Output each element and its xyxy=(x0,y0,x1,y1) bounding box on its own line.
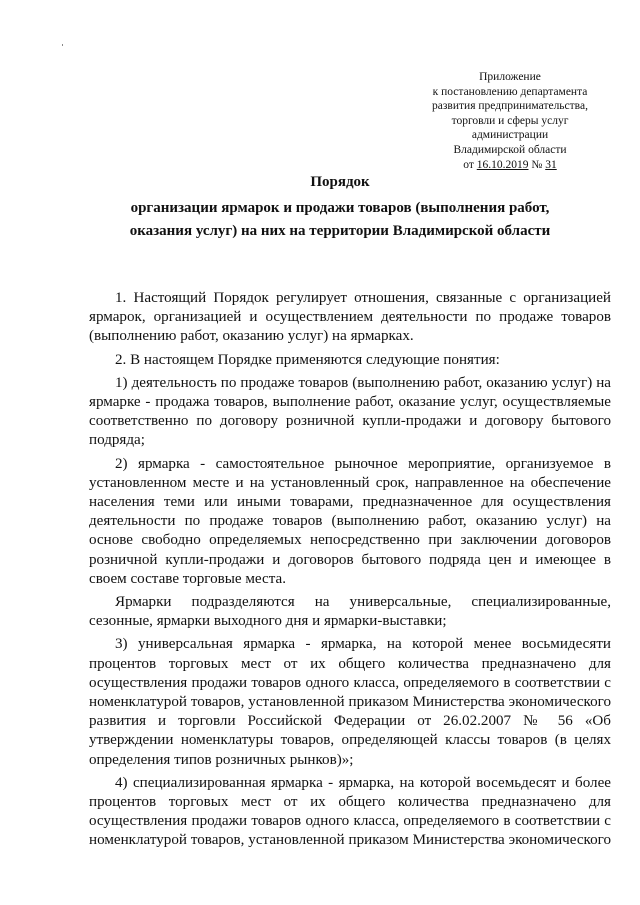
appendix-line: Владимирской области xyxy=(453,143,567,156)
document-body xyxy=(89,289,611,855)
paragraph: Ярмарки подразделяются на универсальные, специализированные, сезонные, ярмарки выходного дня и ярмарки-выставки; xyxy=(89,594,611,630)
paragraph: 2) ярмарка - самостоятельное рыночное мероприятие, организуемое в установленном месте и на установленный срок, направленное на обеспечение населения теми или иными товарами, предназначенное для осуществления деятельности по продаже товаров (выполнению работ, оказанию услуг) на основе свободно определяемых непосредственно при заключении договоров розничной купли-продажи и договоров бытового подряда цен и имеющее в своем составе торговые места. xyxy=(89,455,611,587)
paragraph: 2. В настоящем Порядке применяются следующие понятия: xyxy=(115,351,500,368)
scan-speck xyxy=(62,44,63,46)
paragraph: 4) специализированная ярмарка - ярмарка, на которой восемьдесят и более процентов торговых мест от их общего количества предназначено для осуществления продажи товаров одного класса, определяемого в соответствии с номенклатурой товаров, установленной приказом Министерства экономического xyxy=(89,774,611,849)
paragraph: 3) универсальная ярмарка - ярмарка, на которой менее восьмидесяти процентов торговых мест от их общего количества предназначено для осуществления продажи товаров одного класса, определяемого в соответствии с номенклатурой товаров, установленной приказом Министерства экономического развития и торговли Российской Федерации от 26.02.2007 № 56 «Об утверждении номенклатуры товаров, определяющей классы товаров (в целях определения типов розничных рынков)»; xyxy=(89,636,611,768)
appendix-line: развития предпринимательства, xyxy=(432,100,588,113)
paragraph: 1. Настоящий Порядок регулирует отношения, связанные с организацией ярмарок, организацией и осуществлением деятельности по продаже товаров (выполнению работ, оказанию услуг) на ярмарках. xyxy=(89,290,611,345)
appendix-line: к постановлению департамента xyxy=(432,85,588,98)
appendix-header xyxy=(400,70,620,172)
appendix-date-line xyxy=(400,158,620,173)
document-subtitle-line-2: оказания услуг) на них на территории Владимирской области xyxy=(129,223,551,239)
paragraph: 1) деятельность по продаже товаров (выполнению работ, оказанию услуг) на ярмарке - продажа товаров, выполнение работ, оказание услуг, осуществляемые соответственно по договору розничной купли-продажи и договору бытового подряда; xyxy=(89,374,611,449)
decree-number: 31 xyxy=(545,158,557,171)
date-prefix: от xyxy=(463,158,477,171)
decree-date: 16.10.2019 xyxy=(476,158,529,171)
appendix-line: Приложение xyxy=(479,71,541,83)
number-prefix: № xyxy=(528,158,546,171)
appendix-line: администрации xyxy=(471,129,549,142)
document-subtitle-line-1: организации ярмарок и продажи товаров (выполнения работ, xyxy=(130,200,550,216)
appendix-line: торговли и сферы услуг xyxy=(451,114,569,127)
document-title: Порядок xyxy=(310,174,370,190)
